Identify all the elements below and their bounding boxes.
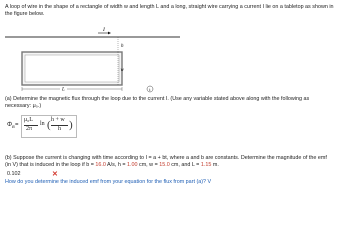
- L-value: 1.15: [200, 162, 212, 168]
- w-value: 15.0: [159, 162, 170, 168]
- phi-b-label: [7, 122, 15, 129]
- part-b-question-line-2: (in V) that is induced in the loop if b = 16.0 A/s, h = 1.00 cm, w = 15.0 cm, and L = 1.15 m.: [5, 162, 219, 168]
- equals-sign: =: [15, 122, 19, 128]
- part-b-question-line-1: (b) Suppose the current is changing with time according to I = a + bt, where a and b are constants. Determine the magnitude of the emf: [5, 155, 327, 161]
- feedback-hint: How do you determine the induced emf from your equation for the flux from part (a)? V: [5, 179, 212, 185]
- paren-denominator: h: [58, 126, 61, 132]
- frac-numerator: μ₀L: [24, 117, 33, 123]
- frac-denominator: 2π: [26, 126, 33, 132]
- current-label: I: [103, 27, 105, 33]
- part-a-question-line-2: necessary: μ₀.): [5, 103, 42, 109]
- phi-subscript: B: [12, 124, 15, 130]
- answer-box-a[interactable]: μ₀L 2π ln ( h + w h ): [21, 115, 77, 138]
- phi-symbol: Φ: [7, 122, 13, 128]
- L-label: L: [62, 87, 65, 93]
- current-arrowhead: [108, 32, 111, 35]
- part-a-question-line-1: (a) Determine the magnetic flux through the loop due to the current I. (Use any variable stated above along with the following as: [5, 96, 310, 102]
- paren-numerator: h + w: [51, 117, 65, 123]
- ln-text: ln: [40, 121, 45, 127]
- intro-line-2: the figure below.: [5, 10, 45, 17]
- h-label: h: [121, 44, 124, 49]
- frac-bar: [24, 125, 38, 126]
- paren-frac-bar: [51, 125, 68, 126]
- intro-line-1: A loop of wire in the shape of a rectangle of width w and length L and a long, straight wire carrying a current I lie on a tabletop as shown in: [5, 4, 334, 10]
- emf-answer-input[interactable]: 0.102: [7, 171, 21, 177]
- b-value: 16.0: [95, 162, 106, 168]
- info-icon-label: i: [149, 87, 151, 92]
- loop-inner: [25, 55, 119, 82]
- incorrect-x-icon: ✕: [52, 171, 58, 178]
- h-value: 1.00: [127, 162, 138, 168]
- w-label: w: [120, 68, 124, 73]
